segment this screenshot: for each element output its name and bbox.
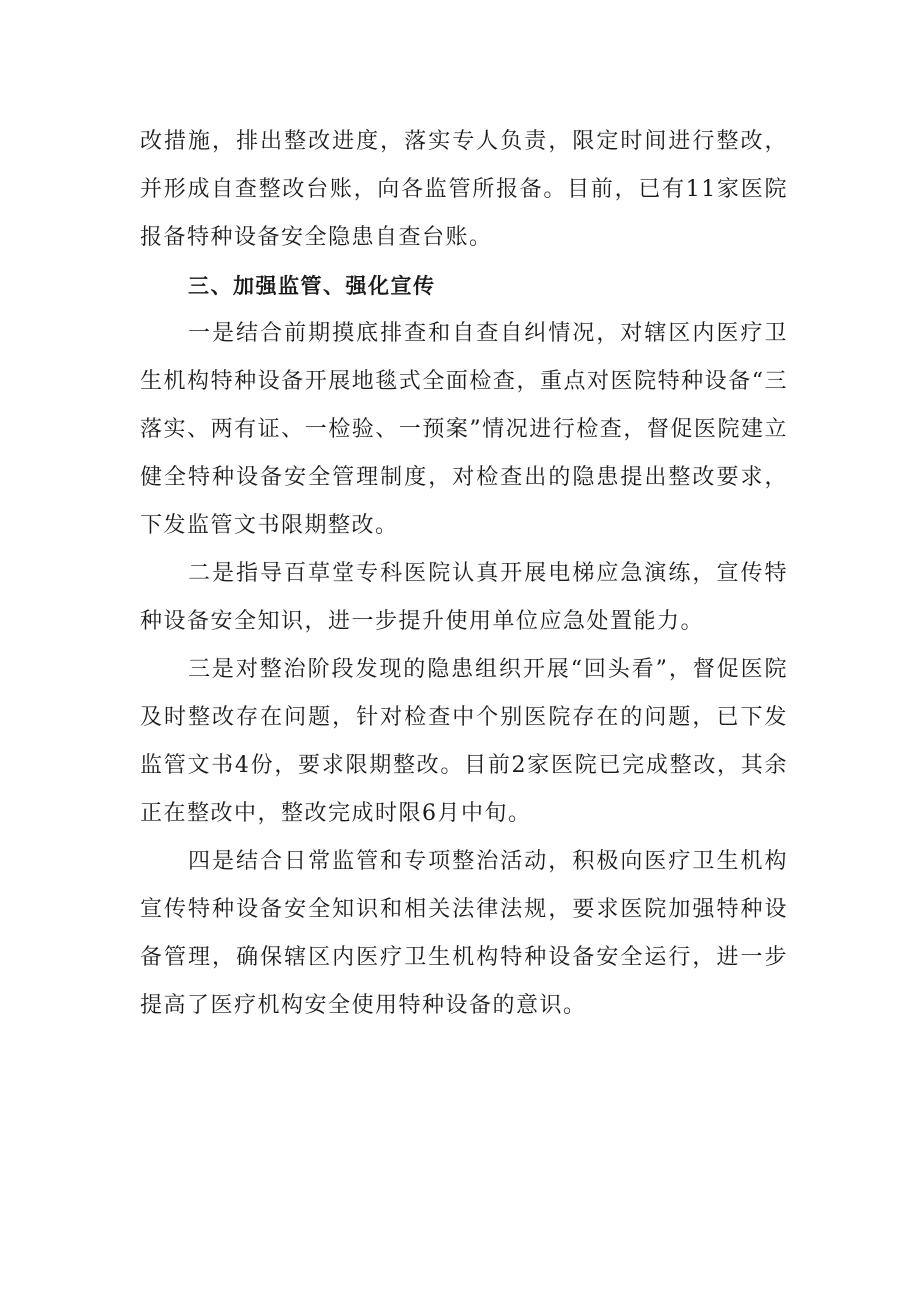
document-page [140,118,788,1030]
section-heading: 三、加强监管、强化宣传 [188,274,436,298]
paragraph-three: 三是对整治阶段发现的隐患组织开展“回头看”，督促医院及时整改存在问题，针对检查中个别医院存在的问题，已下发监管文书4份，要求限期整改。目前2家医院已完成整改，其余正在整改中，整改完成时限6月中旬。 [140,657,788,826]
continuation-paragraph: 改措施，排出整改进度，落实专人负责，限定时间进行整改，并形成自查整改台账，向各监管所报备。目前，已有11家医院报备特种设备安全隐患自查台账。 [140,129,788,250]
paragraph-four: 四是结合日常监管和专项整治活动，积极向医疗卫生机构宣传特种设备安全知识和相关法律法规，要求医院加强特种设备管理，确保辖区内医疗卫生机构特种设备安全运行，进一步提高了医疗机构安全使用特种设备的意识。 [140,849,788,1018]
paragraph-one: 一是结合前期摸底排查和自查自纠情况，对辖区内医疗卫生机构特种设备开展地毯式全面检查，重点对医院特种设备“三落实、两有证、一检验、一预案”情况进行检查，督促医院建立健全特种设备安全管理制度，对检查出的隐患提出整改要求，下发监管文书限期整改。 [140,321,788,538]
paragraph-two: 二是指导百草堂专科医院认真开展电梯应急演练，宣传特种设备安全知识，进一步提升使用单位应急处置能力。 [140,561,788,634]
